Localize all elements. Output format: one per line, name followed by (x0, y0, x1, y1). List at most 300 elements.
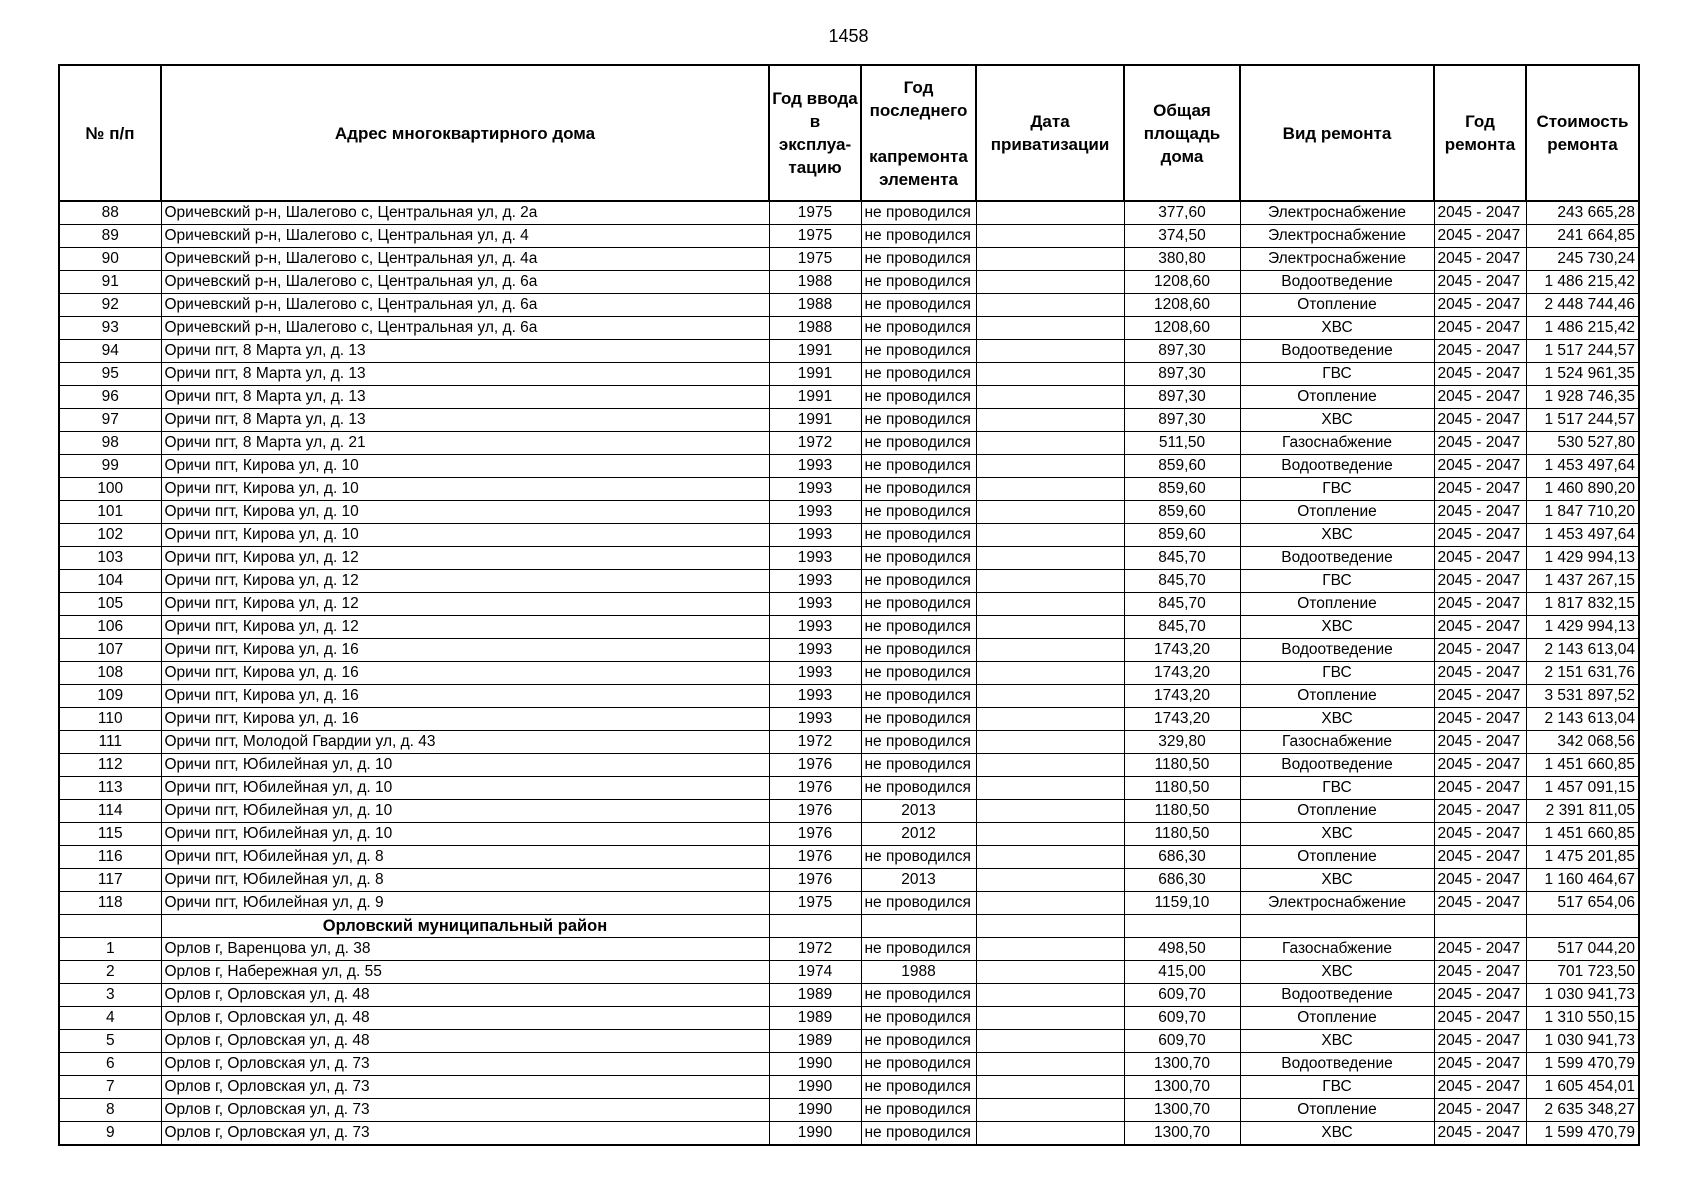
cell-num: 107 (59, 639, 161, 662)
cell-year-built: 1972 (769, 938, 861, 961)
table-row (59, 800, 1639, 823)
cell-repair-year: 2045 - 2047 (1434, 409, 1526, 432)
cell-address: Оричи пгт, 8 Марта ул, д. 21 (161, 432, 769, 455)
cell-address: Оричи пгт, Юбилейная ул, д. 8 (161, 846, 769, 869)
table-row (59, 271, 1639, 294)
cell-num: 5 (59, 1030, 161, 1053)
cell-address: Оричи пгт, Кирова ул, д. 10 (161, 478, 769, 501)
cell-num: 98 (59, 432, 161, 455)
cell-last-repair: не проводился (861, 570, 976, 593)
cell-last-repair: 1988 (861, 961, 976, 984)
cell-repair-type: ХВС (1240, 317, 1434, 340)
table-row (59, 547, 1639, 570)
cell-num: 8 (59, 1099, 161, 1122)
table-row (59, 777, 1639, 800)
cell-area: 1743,20 (1124, 662, 1240, 685)
cell-address: Оричи пгт, Юбилейная ул, д. 10 (161, 754, 769, 777)
cell-area: 511,50 (1124, 432, 1240, 455)
cell-year-built: 1976 (769, 754, 861, 777)
cell-year-built: 1976 (769, 800, 861, 823)
cell-privatization (976, 731, 1124, 754)
cell-privatization (976, 432, 1124, 455)
cell-address: Оричи пгт, Юбилейная ул, д. 10 (161, 777, 769, 800)
cell-repair-type: ГВС (1240, 1076, 1434, 1099)
cell-address: Орлов г, Орловская ул, д. 73 (161, 1053, 769, 1076)
table-row (59, 1030, 1639, 1053)
cell-repair-type: ГВС (1240, 662, 1434, 685)
cell-year-built: 1993 (769, 455, 861, 478)
cell-address: Оричевский р-н, Шалегово с, Центральная ул, д. 4а (161, 248, 769, 271)
cell-repair-type: ГВС (1240, 570, 1434, 593)
table-row (59, 961, 1639, 984)
cell-privatization (976, 685, 1124, 708)
cell-area: 374,50 (1124, 225, 1240, 248)
cell-area: 329,80 (1124, 731, 1240, 754)
cell-repair-year: 2045 - 2047 (1434, 455, 1526, 478)
cell-privatization (976, 478, 1124, 501)
cell-area: 897,30 (1124, 363, 1240, 386)
cell-year-built: 1989 (769, 1030, 861, 1053)
header-repair-type: Вид ремонта (1240, 65, 1434, 201)
cell-cost: 241 664,85 (1526, 225, 1639, 248)
cell-last-repair: не проводился (861, 1007, 976, 1030)
cell-repair-year: 2045 - 2047 (1434, 248, 1526, 271)
cell-cost: 1 310 550,15 (1526, 1007, 1639, 1030)
cell-num: 2 (59, 961, 161, 984)
cell-area: 1208,60 (1124, 294, 1240, 317)
cell-repair-year: 2045 - 2047 (1434, 501, 1526, 524)
cell-cost: 1 453 497,64 (1526, 455, 1639, 478)
cell-privatization (976, 294, 1124, 317)
cell-privatization (976, 593, 1124, 616)
cell-repair-year: 2045 - 2047 (1434, 869, 1526, 892)
cell-repair-type: ХВС (1240, 823, 1434, 846)
cell-repair-year: 2045 - 2047 (1434, 225, 1526, 248)
cell-year-built: 1976 (769, 869, 861, 892)
cell-num: 109 (59, 685, 161, 708)
cell-area: 1300,70 (1124, 1053, 1240, 1076)
section-header (59, 915, 1639, 938)
table-row (59, 570, 1639, 593)
cell-num: 112 (59, 754, 161, 777)
cell-num: 4 (59, 1007, 161, 1030)
cell-privatization (976, 616, 1124, 639)
page-number: 1458 (828, 26, 869, 46)
section-cell (861, 915, 976, 938)
cell-year-built: 1972 (769, 432, 861, 455)
cell-address: Оричи пгт, Молодой Гвардии ул, д. 43 (161, 731, 769, 754)
header-year-built: Год ввода в эксплуа-тацию (769, 65, 861, 201)
cell-repair-type: Водоотведение (1240, 1053, 1434, 1076)
cell-repair-type: Отопление (1240, 386, 1434, 409)
cell-last-repair: не проводился (861, 1053, 976, 1076)
cell-privatization (976, 409, 1124, 432)
cell-repair-year: 2045 - 2047 (1434, 731, 1526, 754)
cell-repair-type: Отопление (1240, 800, 1434, 823)
cell-last-repair: не проводился (861, 777, 976, 800)
header-row (59, 65, 1639, 201)
cell-cost: 1 847 710,20 (1526, 501, 1639, 524)
cell-privatization (976, 754, 1124, 777)
cell-area: 1300,70 (1124, 1122, 1240, 1146)
cell-last-repair: не проводился (861, 685, 976, 708)
cell-address: Оричевский р-н, Шалегово с, Центральная ул, д. 4 (161, 225, 769, 248)
cell-area: 859,60 (1124, 501, 1240, 524)
cell-cost: 2 143 613,04 (1526, 708, 1639, 731)
cell-repair-type: ХВС (1240, 708, 1434, 731)
cell-area: 1300,70 (1124, 1099, 1240, 1122)
cell-repair-year: 2045 - 2047 (1434, 616, 1526, 639)
cell-cost: 1 599 470,79 (1526, 1122, 1639, 1146)
cell-last-repair: не проводился (861, 225, 976, 248)
cell-repair-year: 2045 - 2047 (1434, 340, 1526, 363)
table-row (59, 708, 1639, 731)
cell-privatization (976, 386, 1124, 409)
cell-area: 380,80 (1124, 248, 1240, 271)
cell-year-built: 1990 (769, 1076, 861, 1099)
cell-year-built: 1972 (769, 731, 861, 754)
cell-repair-type: ГВС (1240, 363, 1434, 386)
table-row (59, 1053, 1639, 1076)
cell-area: 1300,70 (1124, 1076, 1240, 1099)
cell-cost: 530 527,80 (1526, 432, 1639, 455)
cell-address: Оричи пгт, Кирова ул, д. 12 (161, 593, 769, 616)
cell-privatization (976, 1053, 1124, 1076)
table-row (59, 432, 1639, 455)
cell-year-built: 1975 (769, 225, 861, 248)
cell-last-repair: не проводился (861, 754, 976, 777)
cell-privatization (976, 225, 1124, 248)
cell-num: 95 (59, 363, 161, 386)
cell-num: 99 (59, 455, 161, 478)
cell-cost: 1 928 746,35 (1526, 386, 1639, 409)
cell-num: 113 (59, 777, 161, 800)
table-row (59, 892, 1639, 915)
cell-area: 1180,50 (1124, 800, 1240, 823)
cell-repair-type: ГВС (1240, 478, 1434, 501)
cell-cost: 1 451 660,85 (1526, 823, 1639, 846)
cell-last-repair: не проводился (861, 892, 976, 915)
cell-address: Оричи пгт, Кирова ул, д. 12 (161, 547, 769, 570)
cell-last-repair: не проводился (861, 547, 976, 570)
cell-num: 114 (59, 800, 161, 823)
cell-repair-type: Электроснабжение (1240, 248, 1434, 271)
cell-cost: 2 151 631,76 (1526, 662, 1639, 685)
cell-last-repair: не проводился (861, 708, 976, 731)
cell-privatization (976, 846, 1124, 869)
cell-year-built: 1975 (769, 201, 861, 225)
cell-last-repair: не проводился (861, 271, 976, 294)
cell-year-built: 1991 (769, 409, 861, 432)
table-row (59, 201, 1639, 225)
cell-last-repair: не проводился (861, 1099, 976, 1122)
header-cost: Стоимость ремонта (1526, 65, 1639, 201)
table-row (59, 294, 1639, 317)
cell-repair-type: Отопление (1240, 1007, 1434, 1030)
cell-repair-year: 2045 - 2047 (1434, 547, 1526, 570)
cell-last-repair: не проводился (861, 524, 976, 547)
table-row (59, 225, 1639, 248)
cell-last-repair: не проводился (861, 317, 976, 340)
cell-num: 106 (59, 616, 161, 639)
cell-last-repair: не проводился (861, 340, 976, 363)
cell-cost: 1 453 497,64 (1526, 524, 1639, 547)
cell-address: Оричи пгт, Юбилейная ул, д. 8 (161, 869, 769, 892)
cell-area: 686,30 (1124, 869, 1240, 892)
cell-last-repair: не проводился (861, 501, 976, 524)
cell-year-built: 1991 (769, 386, 861, 409)
cell-num: 88 (59, 201, 161, 225)
cell-last-repair: не проводился (861, 248, 976, 271)
cell-num: 90 (59, 248, 161, 271)
table-row (59, 823, 1639, 846)
cell-num: 117 (59, 869, 161, 892)
cell-privatization (976, 1007, 1124, 1030)
cell-num: 102 (59, 524, 161, 547)
cell-cost: 517 044,20 (1526, 938, 1639, 961)
cell-last-repair: не проводился (861, 662, 976, 685)
cell-num: 89 (59, 225, 161, 248)
cell-repair-type: Электроснабжение (1240, 892, 1434, 915)
cell-cost: 1 517 244,57 (1526, 340, 1639, 363)
cell-area: 1180,50 (1124, 754, 1240, 777)
cell-num: 94 (59, 340, 161, 363)
section-cell (1434, 915, 1526, 938)
cell-repair-type: Газоснабжение (1240, 938, 1434, 961)
cell-area: 1743,20 (1124, 708, 1240, 731)
cell-cost: 701 723,50 (1526, 961, 1639, 984)
cell-year-built: 1993 (769, 524, 861, 547)
cell-num: 1 (59, 938, 161, 961)
cell-cost: 1 517 244,57 (1526, 409, 1639, 432)
cell-cost: 2 448 744,46 (1526, 294, 1639, 317)
cell-cost: 1 429 994,13 (1526, 547, 1639, 570)
cell-address: Орлов г, Орловская ул, д. 73 (161, 1122, 769, 1146)
cell-year-built: 1975 (769, 892, 861, 915)
cell-privatization (976, 938, 1124, 961)
cell-num: 96 (59, 386, 161, 409)
cell-privatization (976, 1076, 1124, 1099)
cell-privatization (976, 248, 1124, 271)
cell-year-built: 1989 (769, 1007, 861, 1030)
table-body-bottom (59, 938, 1639, 1146)
cell-repair-type: Водоотведение (1240, 455, 1434, 478)
cell-last-repair: не проводился (861, 363, 976, 386)
cell-cost: 517 654,06 (1526, 892, 1639, 915)
cell-repair-year: 2045 - 2047 (1434, 662, 1526, 685)
table-row (59, 593, 1639, 616)
cell-cost: 1 486 215,42 (1526, 271, 1639, 294)
cell-repair-type: Газоснабжение (1240, 432, 1434, 455)
cell-privatization (976, 1122, 1124, 1146)
header-num: № п/п (59, 65, 161, 201)
cell-address: Орлов г, Орловская ул, д. 73 (161, 1076, 769, 1099)
cell-repair-year: 2045 - 2047 (1434, 570, 1526, 593)
table-row (59, 455, 1639, 478)
cell-repair-type: Отопление (1240, 1099, 1434, 1122)
cell-year-built: 1993 (769, 616, 861, 639)
cell-repair-year: 2045 - 2047 (1434, 892, 1526, 915)
cell-privatization (976, 501, 1124, 524)
cell-cost: 1 460 890,20 (1526, 478, 1639, 501)
header-area: Общая площадь дома (1124, 65, 1240, 201)
cell-repair-year: 2045 - 2047 (1434, 478, 1526, 501)
cell-year-built: 1993 (769, 501, 861, 524)
cell-privatization (976, 708, 1124, 731)
cell-num: 100 (59, 478, 161, 501)
cell-year-built: 1990 (769, 1099, 861, 1122)
table-row (59, 386, 1639, 409)
header-last-repair: Год последнего капремонта элемента (861, 65, 976, 201)
cell-num: 110 (59, 708, 161, 731)
cell-cost: 1 605 454,01 (1526, 1076, 1639, 1099)
cell-cost: 1 429 994,13 (1526, 616, 1639, 639)
section-cell (1526, 915, 1639, 938)
cell-cost: 1 475 201,85 (1526, 846, 1639, 869)
cell-year-built: 1993 (769, 685, 861, 708)
cell-address: Оричи пгт, Кирова ул, д. 10 (161, 501, 769, 524)
cell-year-built: 1988 (769, 317, 861, 340)
cell-cost: 1 524 961,35 (1526, 363, 1639, 386)
cell-area: 845,70 (1124, 547, 1240, 570)
cell-num: 104 (59, 570, 161, 593)
cell-last-repair: не проводился (861, 386, 976, 409)
cell-area: 415,00 (1124, 961, 1240, 984)
cell-address: Оричи пгт, 8 Марта ул, д. 13 (161, 363, 769, 386)
cell-repair-year: 2045 - 2047 (1434, 777, 1526, 800)
cell-cost: 1 451 660,85 (1526, 754, 1639, 777)
cell-repair-type: ХВС (1240, 616, 1434, 639)
cell-last-repair: не проводился (861, 938, 976, 961)
cell-num: 115 (59, 823, 161, 846)
cell-year-built: 1993 (769, 662, 861, 685)
cell-privatization (976, 800, 1124, 823)
table-row (59, 1099, 1639, 1122)
table-row (59, 869, 1639, 892)
cell-area: 859,60 (1124, 455, 1240, 478)
cell-year-built: 1976 (769, 823, 861, 846)
cell-repair-type: Отопление (1240, 685, 1434, 708)
cell-privatization (976, 570, 1124, 593)
cell-last-repair: не проводился (861, 478, 976, 501)
cell-privatization (976, 777, 1124, 800)
cell-area: 897,30 (1124, 340, 1240, 363)
cell-year-built: 1974 (769, 961, 861, 984)
section-cell-num (59, 915, 161, 938)
cell-repair-type: Водоотведение (1240, 639, 1434, 662)
cell-year-built: 1988 (769, 271, 861, 294)
cell-repair-type: Отопление (1240, 593, 1434, 616)
cell-repair-type: ХВС (1240, 1122, 1434, 1146)
cell-num: 111 (59, 731, 161, 754)
cell-address: Оричи пгт, Кирова ул, д. 10 (161, 455, 769, 478)
cell-year-built: 1993 (769, 708, 861, 731)
cell-num: 118 (59, 892, 161, 915)
table-row (59, 1076, 1639, 1099)
cell-repair-type: Электроснабжение (1240, 201, 1434, 225)
table-row (59, 340, 1639, 363)
table-row (59, 524, 1639, 547)
cell-address: Оричевский р-н, Шалегово с, Центральная ул, д. 6а (161, 317, 769, 340)
repair-register-table (58, 64, 1640, 1146)
cell-cost: 2 391 811,05 (1526, 800, 1639, 823)
cell-cost: 2 143 613,04 (1526, 639, 1639, 662)
cell-repair-year: 2045 - 2047 (1434, 593, 1526, 616)
cell-cost: 243 665,28 (1526, 201, 1639, 225)
cell-last-repair: не проводился (861, 294, 976, 317)
cell-address: Оричи пгт, 8 Марта ул, д. 13 (161, 409, 769, 432)
cell-area: 609,70 (1124, 1007, 1240, 1030)
cell-num: 93 (59, 317, 161, 340)
cell-cost: 1 160 464,67 (1526, 869, 1639, 892)
cell-privatization (976, 961, 1124, 984)
header-address: Адрес многоквартирного дома (161, 65, 769, 201)
cell-repair-year: 2045 - 2047 (1434, 201, 1526, 225)
cell-repair-type: Электроснабжение (1240, 225, 1434, 248)
cell-privatization (976, 1030, 1124, 1053)
cell-cost: 2 635 348,27 (1526, 1099, 1639, 1122)
cell-year-built: 1976 (769, 846, 861, 869)
cell-area: 1180,50 (1124, 777, 1240, 800)
cell-year-built: 1988 (769, 294, 861, 317)
cell-repair-year: 2045 - 2047 (1434, 984, 1526, 1007)
cell-num: 97 (59, 409, 161, 432)
cell-address: Оричи пгт, Кирова ул, д. 16 (161, 685, 769, 708)
cell-area: 845,70 (1124, 593, 1240, 616)
cell-address: Оричевский р-н, Шалегово с, Центральная ул, д. 6а (161, 294, 769, 317)
cell-address: Оричи пгт, 8 Марта ул, д. 13 (161, 386, 769, 409)
section-cell (1240, 915, 1434, 938)
cell-privatization (976, 892, 1124, 915)
cell-year-built: 1993 (769, 570, 861, 593)
table-row (59, 639, 1639, 662)
cell-address: Орлов г, Орловская ул, д. 73 (161, 1099, 769, 1122)
cell-repair-type: Газоснабжение (1240, 731, 1434, 754)
table-row (59, 846, 1639, 869)
table-row (59, 616, 1639, 639)
cell-address: Оричи пгт, Кирова ул, д. 12 (161, 616, 769, 639)
cell-cost: 3 531 897,52 (1526, 685, 1639, 708)
cell-num: 108 (59, 662, 161, 685)
section-cell (976, 915, 1124, 938)
cell-area: 1180,50 (1124, 823, 1240, 846)
cell-area: 897,30 (1124, 386, 1240, 409)
cell-cost: 1 437 267,15 (1526, 570, 1639, 593)
cell-cost: 1 599 470,79 (1526, 1053, 1639, 1076)
cell-address: Оричи пгт, Юбилейная ул, д. 10 (161, 800, 769, 823)
cell-privatization (976, 455, 1124, 478)
cell-address: Оричи пгт, Кирова ул, д. 16 (161, 639, 769, 662)
cell-privatization (976, 869, 1124, 892)
cell-address: Оричи пгт, Юбилейная ул, д. 10 (161, 823, 769, 846)
table-row (59, 478, 1639, 501)
cell-num: 91 (59, 271, 161, 294)
cell-privatization (976, 340, 1124, 363)
cell-repair-year: 2045 - 2047 (1434, 363, 1526, 386)
table-row (59, 1122, 1639, 1146)
cell-privatization (976, 662, 1124, 685)
cell-last-repair: не проводился (861, 593, 976, 616)
table-row (59, 501, 1639, 524)
cell-year-built: 1976 (769, 777, 861, 800)
cell-address: Оричевский р-н, Шалегово с, Центральная ул, д. 6а (161, 271, 769, 294)
cell-repair-year: 2045 - 2047 (1434, 1053, 1526, 1076)
cell-area: 897,30 (1124, 409, 1240, 432)
cell-year-built: 1989 (769, 984, 861, 1007)
cell-area: 498,50 (1124, 938, 1240, 961)
cell-repair-year: 2045 - 2047 (1434, 846, 1526, 869)
table-row (59, 317, 1639, 340)
